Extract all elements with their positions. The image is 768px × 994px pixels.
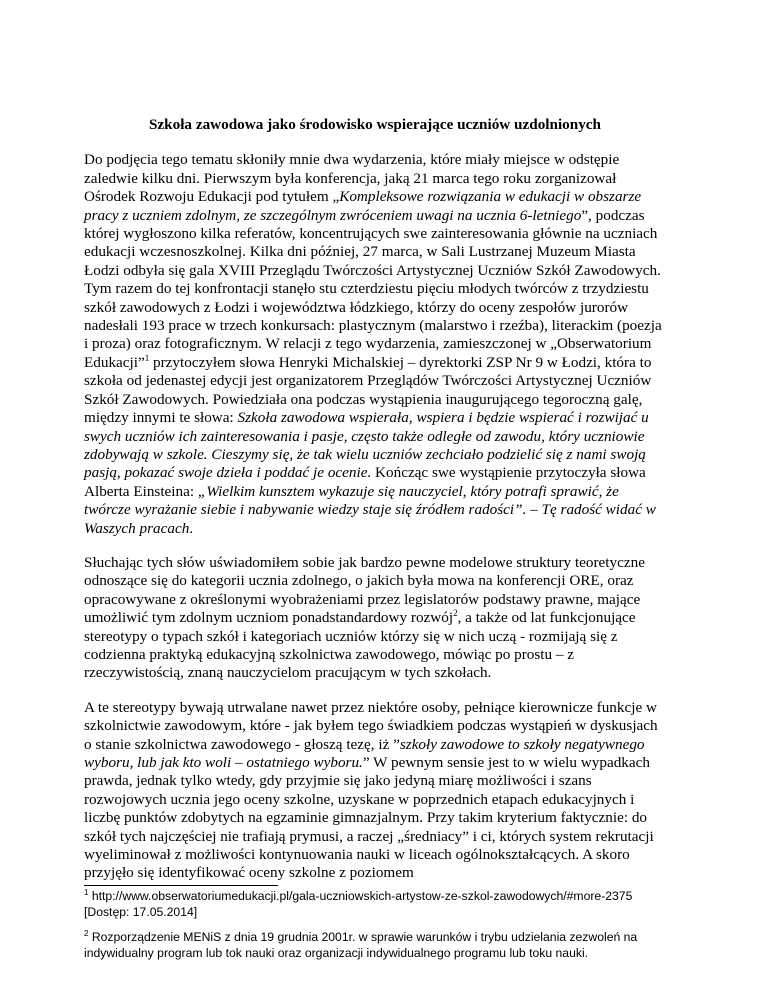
p3-italic-a: szkoły zawodowe to szkoły negatywnego wyboru, lub jak kto woli – ostatniego wyboru. [84, 735, 645, 771]
p1-text-a: Do podjęcia tego tematu skłoniły mnie dwa wydarzenia, które miały miejsce w odstępie zaledwie kilku dni. Pierwszym była konferencja, jaką 21 marca tego roku zorganizował Ośrodek Rozwoju Edukacji pod tytułem „ [84, 151, 620, 206]
p1-italic-d: „Wielkim kunsztem wykazuje się nauczyciel, który potrafi sprawić, że twórcze wyrażanie siebie i nabywanie wiedzy staje się źródłem radości”. – Tę radość widać w Waszych pracach [84, 482, 656, 537]
document-title: Szkoła zawodowa jako środowisko wspierające uczniów uzdolnionych [148, 116, 601, 133]
p1-italic-a: Kompleksowe rozwiązania w edukacji w obszarze pracy z uczniem zdolnym, ze szczególnym zwróceniem uwagi na ucznia 6-letniego [84, 188, 642, 224]
p1-text-d: Kończąc swe wystąpienie przytoczyła słowa Alberta Einsteina: [84, 464, 646, 500]
footnote-2-text: Rozporządzenie MENiS z dnia 19 grudnia 2001r. w sprawie warunków i trybu udzielania zezwoleń na indywidualny program lub tok nauki oraz organizacji indywidualnego programu lub toku nauki. [84, 930, 638, 960]
p3-text-b: ” W pewnym sensie jest to w wielu wypadkach prawda, jednak tylko wtedy, gdy przyjmie się jako jedyną miarę możliwości i szans rozwojowych ucznia jego oceny szkolne, uzyskane w poprzednich etapach edukacyjnych i liczbę punktów zdobytych na egzaminie gimnazjalnym. Przy takim kryterium faktycznie: do szkół tych najczęściej nie trafiają prymusi, a raczej „średniacy” i ci, których system rekrutacji wyeliminował z możliwości kontynuowania nauki w liceach ogólnokształcących. A skoro przyjęło się identyfikować oceny szkolne z poziomem [84, 754, 654, 882]
p1-text-e: . [189, 519, 194, 537]
p1-text-c: przytoczyłem słowa Henryki Michalskiej – dyrektorki ZSP Nr 9 w Łodzi, która to szkoła od jedenastej edycji jest organizatorem Przeglądów Twórczości Artystycznej Uczniów Szkół Zawodowych. Powiedziała ona podczas wystąpienia inaugurującego tegoroczną galę, między innymi te słowa: [84, 353, 652, 427]
paragraph-1 [84, 151, 666, 538]
paragraph-2 [84, 554, 666, 683]
p2-text-b: , a także od lat funkcjonujące stereotypy o typach szkół i kategoriach uczniów którzy się w nich uczą - rozmijają się z codzienna praktyką edukacyjną szkolnictwa zawodowego, mówiąc po prostu – z rzeczywistością, znaną nauczycielom pracującym w tych szkołach. [84, 609, 636, 682]
p3-text-a: A te stereotypy bywają utrwalane nawet przez niektóre osoby, pełniące kierownicze funkcje w szkolnictwie zawodowym, które - jak byłem tego świadkiem podczas wystąpień w dyskusjach o stanie szkolnictwa zawodowego - głoszą tezę, iż ” [84, 698, 658, 753]
footnotes [84, 889, 674, 971]
footnote-ref-1[interactable]: 1 [144, 352, 150, 363]
footnote-1-text[interactable]: http://www.obserwatoriumedukacji.pl/gala-uczniowskich-artystow-ze-szkol-zawodowych/#more-2375 [Dostęp: 17.05.2014] [84, 889, 633, 919]
paragraph-3 [84, 699, 666, 883]
footnote-separator [84, 885, 278, 886]
footnote-1 [84, 889, 674, 920]
p2-text-a: Słuchając tych słów uświadomiłem sobie jak bardzo pewne modelowe struktury teoretyczne odnoszące się do kategorii ucznia zdolnego, o jakich była mowa na konferencji ORE, oraz opracowywane z określonymi wyobrażeniami przez legislatorów podstawy prawne, mające umożliwić tym zdolnym uczniom ponadstandardowy rozwój [84, 553, 645, 627]
p1-italic-c: Szkoła zawodowa wspierała, wspiera i będzie wspierać i rozwijać u swych uczniów ich zainteresowania i pasje, często także odległe od zawodu, który uczniowie zdobywają w szkole. Cieszymy się, że tak wielu uczniów zechciało podzielić się z nami swoją pasją, pokazać swoje dzieła i poddać je ocenie. [84, 409, 649, 482]
footnote-mark-2: 2 [84, 928, 89, 938]
document-body [84, 116, 666, 899]
footnote-ref-2[interactable]: 2 [453, 608, 458, 619]
footnote-mark-1: 1 [84, 887, 89, 897]
p1-text-b: ”, podczas której wygłoszono kilka referatów, koncentrujących swe zainteresowania głównie na uczniach edukacji wczesnoszkolnej. Kilka dni później, 27 marca, w Sali Lustrzanej Muzeum Miasta Łodzi odbyła się gala XVIII Przeglądu Twórczości Artystycznej Uczniów Szkół Zawodowych. Tym razem do tej konfrontacji stanęło stu czterdziestu pięciu młodych twórców z trzydziestu szkół zawodowych z Łodzi i województwa łódzkiego, którzy do oceny zespołów jurorów nadesłali 193 prace w trzech konkursach: plastycznym (malarstwo i rzeźba), literackim (poezja i proza) oraz fotograficznym. W relacji z tego wydarzenia, zamieszczonej w „Obserwatorium Edukacji” [84, 206, 662, 371]
footnote-2 [84, 930, 674, 961]
